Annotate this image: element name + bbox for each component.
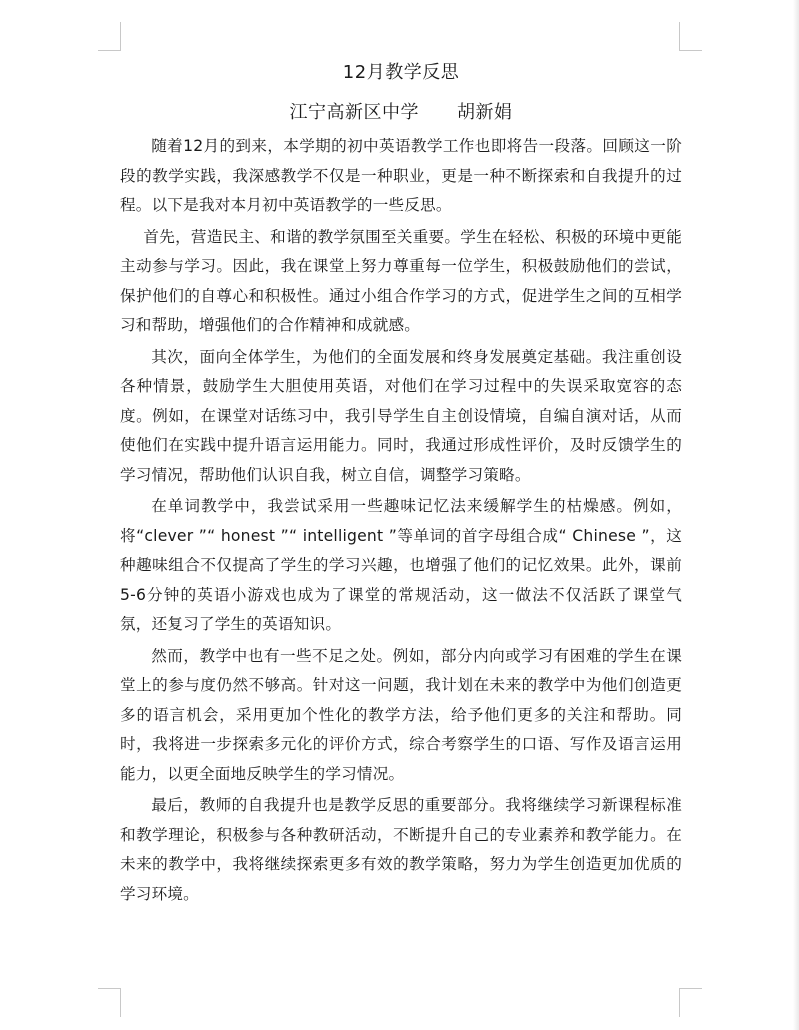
paragraph-vocabulary: 在单词教学中，我尝试采用一些趣味记忆法来缓解学生的枯燥感。例如，将“clever ”“ honest ”“ intelligent ”等单词的首字母组合成“ Chinese ”，这种趣味组合不仅提高了学生的学习兴趣，也增强了他们的记忆效果。此外，课前5-6分钟的英语小游戏也成为了课堂的常规活动，这一做法不仅活跃了课堂气氛，还复习了学生的英语知识。	[120, 497, 682, 633]
paragraph-intro: 随着12月的到来，本学期的初中英语教学工作也即将告一段落。回顾这一阶段的教学实践，我深感教学不仅是一种职业，更是一种不断探索和自我提升的过程。以下是我对本月初中英语教学的一些反思。	[120, 137, 682, 214]
author-name: 胡新娟	[457, 102, 513, 123]
author-line	[120, 98, 682, 128]
school-name: 江宁高新区中学	[289, 102, 419, 123]
document-body	[120, 58, 682, 911]
document-title: 12月教学反思	[342, 62, 460, 83]
page-corner-mark-top-left	[98, 22, 121, 51]
paragraph-atmosphere: 首先，营造民主、和谐的教学氛围至关重要。学生在轻松、积极的环境中更能主动参与学习。因此，我在课堂上努力尊重每一位学生，积极鼓励他们的尝试，保护他们的自尊心和积极性。通过小组合作学习的方式，促进学生之间的互相学习和帮助，增强他们的合作精神和成就感。	[120, 227, 682, 334]
page-corner-mark-bottom-left	[98, 988, 121, 1017]
paragraph-all-students: 其次，面向全体学生，为他们的全面发展和终身发展奠定基础。我注重创设各种情景，鼓励学生大胆使用英语，对他们在学习过程中的失误采取宽容的态度。例如，在课堂对话练习中，我引导学生自主创设情境，自编自演对话，从而使他们在实践中提升语言运用能力。同时，我通过形成性评价，及时反馈学生的学习情况，帮助他们认识自我，树立自信，调整学习策略。	[120, 347, 682, 484]
page-corner-mark-top-right	[679, 22, 702, 51]
paragraph-shortcomings: 然而，教学中也有一些不足之处。例如，部分内向或学习有困难的学生在课堂上的参与度仍然不够高。针对这一问题，我计划在未来的教学中为他们创造更多的语言机会，采用更加个性化的教学方法，给予他们更多的关注和帮助。同时，我将进一步探索多元化的评价方式，综合考察学生的口语、写作及语言运用能力，以更全面地反映学生的学习情况。	[120, 646, 682, 783]
paragraph-self-improvement: 最后，教师的自我提升也是教学反思的重要部分。我将继续学习新课程标准和教学理论，积极参与各种教研活动，不断提升自己的专业素养和教学能力。在未来的教学中，我将继续探索更多有效的教学策略，努力为学生创造更加优质的学习环境。	[120, 796, 682, 903]
page-edge-shadow	[793, 0, 799, 1030]
page-corner-mark-bottom-right	[679, 988, 702, 1017]
